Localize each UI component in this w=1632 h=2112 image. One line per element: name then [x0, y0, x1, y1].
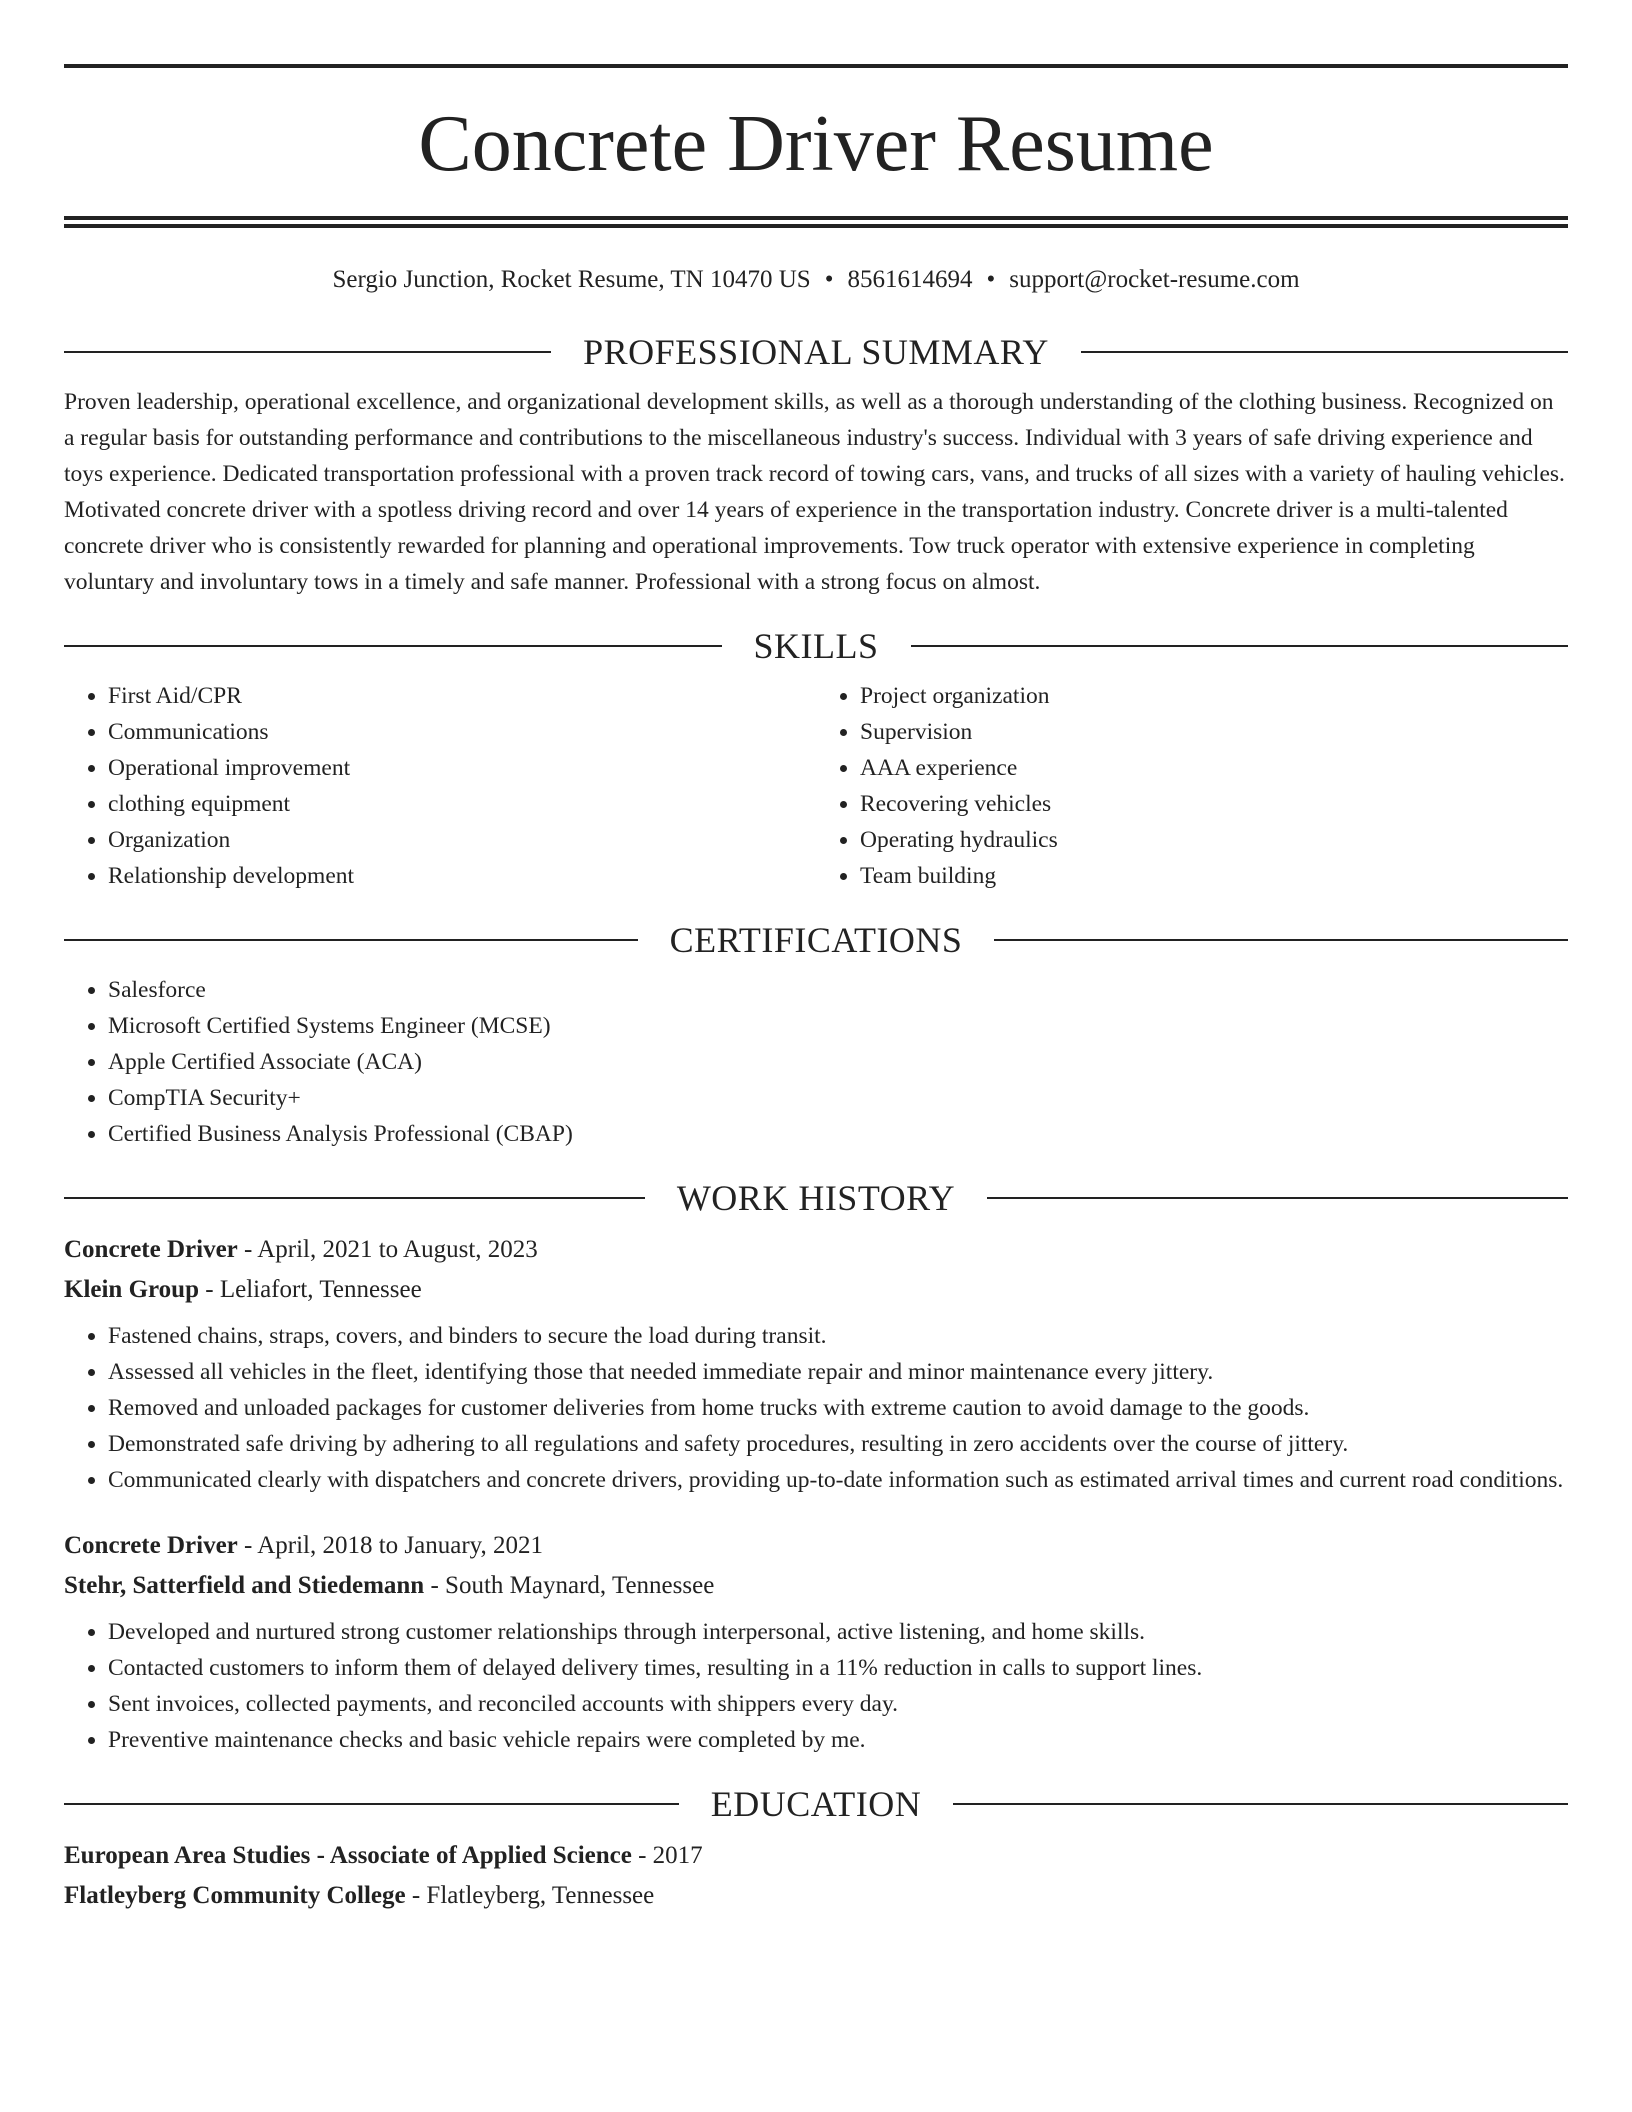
contact-separator: • — [824, 266, 834, 293]
skill-item: • Operational improvement — [108, 750, 816, 786]
section-header-summary — [64, 330, 1568, 374]
section-rule-right — [953, 1803, 1568, 1805]
title-double-rule — [64, 216, 1568, 228]
job-bullet: • Communicated clearly with dispatchers and concrete drivers, providing up-to-date information such as estimated arrival times and current road conditions. — [108, 1462, 1568, 1498]
skill-item: • clothing equipment — [108, 786, 816, 822]
section-title-summary: PROFESSIONAL SUMMARY — [583, 332, 1049, 372]
job-title: Concrete Driver — [64, 1532, 238, 1559]
job-bullet: • Sent invoices, collected payments, and reconciled accounts with shippers every day. — [108, 1686, 1568, 1722]
skill-item: • First Aid/CPR — [108, 678, 816, 714]
section-rule-left — [64, 939, 638, 941]
education-school: Flatleyberg Community College — [64, 1882, 406, 1909]
skill-item: • Operating hydraulics — [860, 822, 1568, 858]
certification-item: • Microsoft Certified Systems Engineer (MCSE) — [108, 1008, 1568, 1044]
section-rule-left — [64, 645, 722, 647]
skill-item: • AAA experience — [860, 750, 1568, 786]
education-entry — [64, 1836, 1568, 1916]
section-title-skills: SKILLS — [753, 626, 879, 666]
job-bullet: • Assessed all vehicles in the fleet, identifying those that needed immediate repair and minor maintenance every jittery. — [108, 1354, 1568, 1390]
job-bullet: • Fastened chains, straps, covers, and binders to secure the load during transit. — [108, 1318, 1568, 1354]
resume-title: Concrete Driver Resume — [418, 100, 1214, 188]
section-header-education — [64, 1782, 1568, 1826]
job-company-line — [64, 1566, 1568, 1606]
education-year: - 2017 — [631, 1842, 703, 1869]
job-bullet: • Developed and nurtured strong customer relationships through interpersonal, active listening, and home skills. — [108, 1614, 1568, 1650]
skill-item: • Organization — [108, 822, 816, 858]
certification-item: • Certified Business Analysis Professional (CBAP) — [108, 1116, 1568, 1152]
skill-item: • Communications — [108, 714, 816, 750]
skills-list-right — [816, 678, 1568, 894]
skills-columns — [64, 678, 1568, 894]
skill-item: • Team building — [860, 858, 1568, 894]
job-company-line — [64, 1270, 1568, 1310]
contact-phone: 8561614694 — [847, 266, 973, 293]
job-title: Concrete Driver — [64, 1236, 238, 1263]
section-rule-right — [1081, 351, 1568, 353]
contact-address: Sergio Junction, Rocket Resume, TN 10470 US — [332, 266, 811, 293]
job-entry — [64, 1526, 1568, 1758]
job-bullet: • Preventive maintenance checks and basic vehicle repairs were completed by me. — [108, 1722, 1568, 1758]
skill-item: • Supervision — [860, 714, 1568, 750]
job-dates: - April, 2018 to January, 2021 — [237, 1532, 544, 1559]
summary-paragraph: Proven leadership, operational excellence, and organizational development skills, as well as a thorough understanding of the clothing business. Recognized on a regular basis for outstanding performance and contributions to the miscellaneous industry's success. Individual with 3 years of safe driving experience and toys experience. Dedicated transportation professional with a proven track record of towing cars, vans, and trucks of all sizes with a variety of hauling vehicles. Motivated concrete driver with a spotless driving record and over 14 years of experience in the transportation industry. Concrete driver is a multi-talented concrete driver who is consistently rewarded for planning and operational improvements. Tow truck operator with extensive experience in completing voluntary and involuntary tows in a timely and safe manner. Professional with a strong focus on almost. — [64, 389, 1565, 595]
section-rule-right — [994, 939, 1568, 941]
job-title-line — [64, 1230, 1568, 1270]
education-school-line — [64, 1876, 1568, 1916]
job-bullet: • Contacted customers to inform them of delayed delivery times, resulting in a 11% reduction in calls to support lines. — [108, 1650, 1568, 1686]
job-bullet: • Demonstrated safe driving by adhering to all regulations and safety procedures, resulting in zero accidents over the course of jittery. — [108, 1426, 1568, 1462]
job-dates: - April, 2021 to August, 2023 — [237, 1236, 538, 1263]
section-title-education: EDUCATION — [710, 1784, 922, 1824]
section-rule-right — [987, 1197, 1568, 1199]
section-title-work: WORK HISTORY — [676, 1178, 956, 1218]
top-rule — [64, 64, 1568, 68]
job-title-line — [64, 1526, 1568, 1566]
job-bullets — [64, 1318, 1568, 1498]
certification-item: • Salesforce — [108, 972, 1568, 1008]
certification-item: • Apple Certified Associate (ACA) — [108, 1044, 1568, 1080]
contact-line — [64, 264, 1568, 296]
education-location: - Flatleyberg, Tennessee — [405, 1882, 655, 1909]
contact-email: support@rocket-resume.com — [1009, 266, 1300, 293]
section-rule-right — [911, 645, 1569, 647]
job-bullets — [64, 1614, 1568, 1758]
section-header-certifications — [64, 918, 1568, 962]
skills-list-left — [64, 678, 816, 894]
section-rule-left — [64, 351, 551, 353]
education-degree: European Area Studies - Associate of Applied Science — [64, 1842, 632, 1869]
section-header-skills — [64, 624, 1568, 668]
job-location: - Leliafort, Tennessee — [199, 1276, 422, 1303]
job-company: Klein Group — [64, 1276, 199, 1303]
section-rule-left — [64, 1197, 645, 1199]
job-entry — [64, 1230, 1568, 1498]
education-degree-line — [64, 1836, 1568, 1876]
section-rule-left — [64, 1803, 679, 1805]
certifications-list — [64, 972, 1568, 1152]
skill-item: • Relationship development — [108, 858, 816, 894]
section-title-certifications: CERTIFICATIONS — [669, 920, 963, 960]
skill-item: • Project organization — [860, 678, 1568, 714]
certification-item: • CompTIA Security+ — [108, 1080, 1568, 1116]
job-company: Stehr, Satterfield and Stiedemann — [64, 1572, 425, 1599]
contact-separator: • — [986, 266, 996, 293]
section-header-work — [64, 1176, 1568, 1220]
job-location: - South Maynard, Tennessee — [424, 1572, 715, 1599]
skill-item: • Recovering vehicles — [860, 786, 1568, 822]
job-bullet: • Removed and unloaded packages for customer deliveries from home trucks with extreme caution to avoid damage to the goods. — [108, 1390, 1568, 1426]
